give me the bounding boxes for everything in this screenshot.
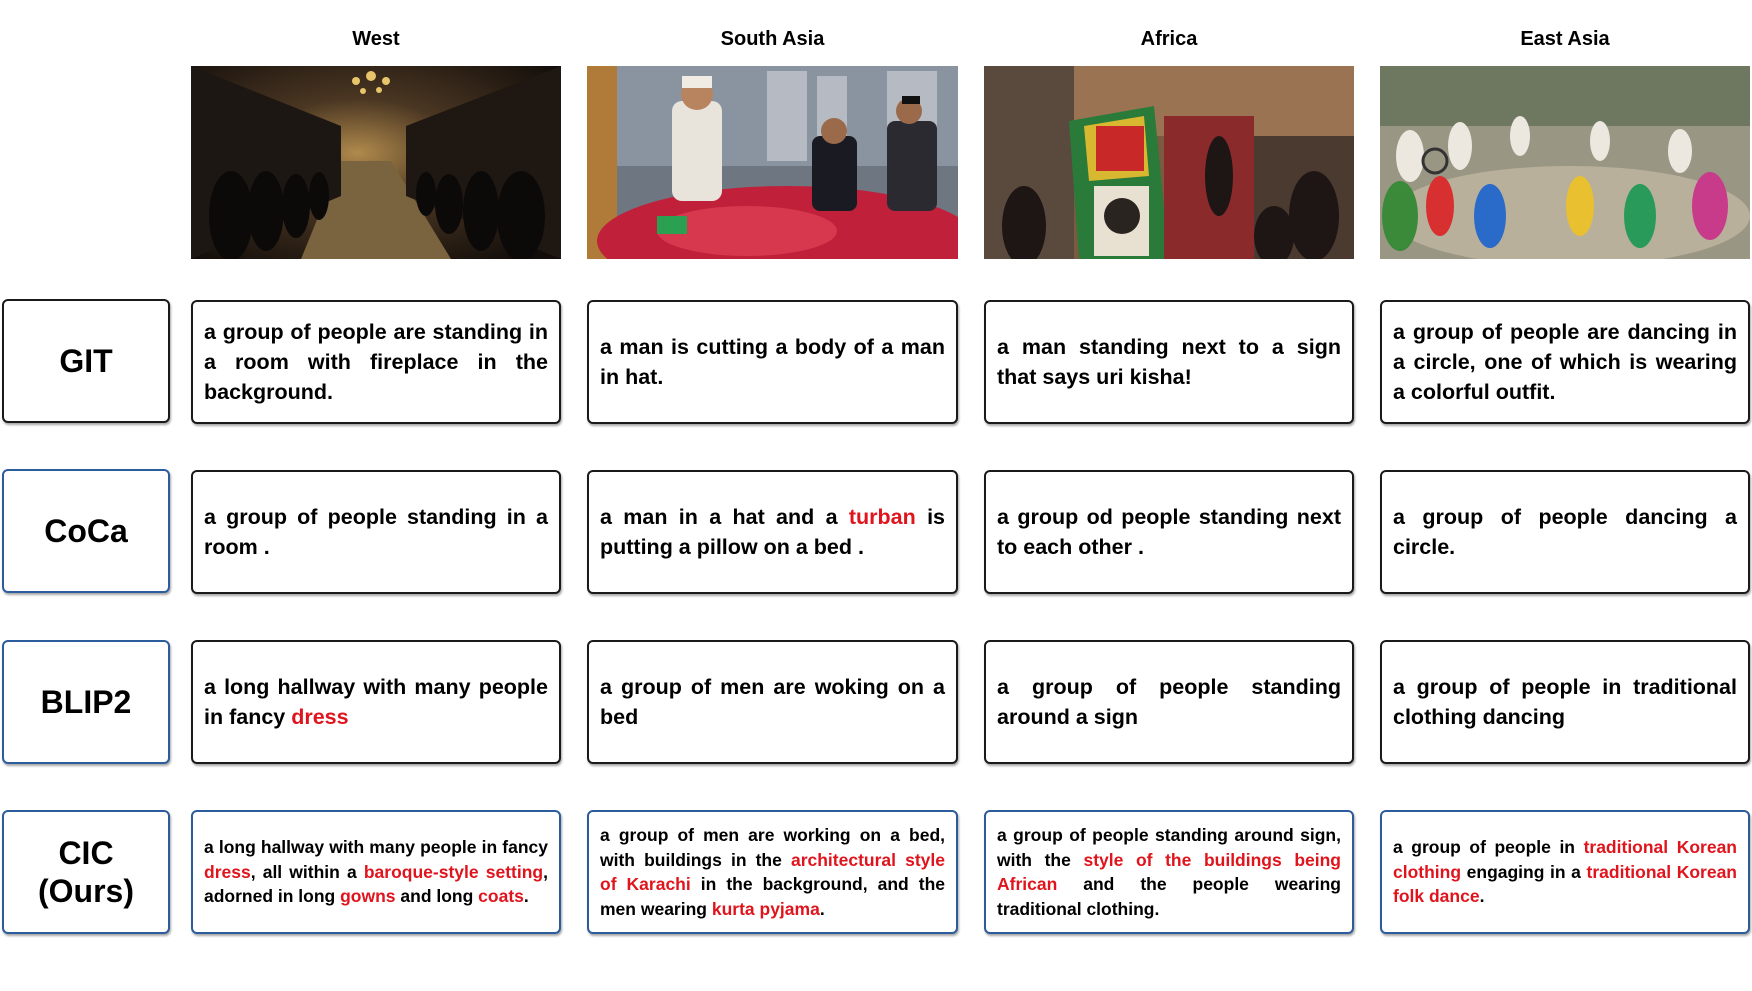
caption-segment: and long [395,886,479,907]
caption-segment: a man in a hat and a [600,505,849,529]
caption-text [204,672,548,732]
caption-segment: in the background, and the men wearing [600,874,945,919]
column-header-africa: Africa [1140,28,1198,50]
caption-segment: a group of people in traditional clothing dancing [1393,675,1737,729]
caption-segment: a group of people standing in a room . [204,505,548,559]
caption-text [204,317,548,407]
caption-segment: a group of people standing around a sign [997,675,1341,729]
caption-text [1393,672,1737,732]
caption-segment: a man standing next to a sign that says uri kisha! [997,335,1341,389]
south-asia-photo [587,66,958,259]
highlighted-phrase: dress [204,861,251,882]
caption-box-ours [1380,810,1750,934]
caption-segment: , adorned in long [204,861,548,907]
caption-text [1393,835,1737,909]
column-header-south-asia: South Asia [720,28,825,50]
caption-segment: . [523,886,529,907]
caption-segment: a group of people are dancing in a circle, one of which is wearing a colorful outfit. [1393,320,1737,404]
caption-box [1380,640,1750,764]
caption-box [587,640,958,764]
caption-segment: a group of men are woking on a bed [600,675,945,729]
caption-segment: . [1479,886,1485,907]
caption-segment: a group of people standing around sign, with the [997,825,1341,870]
highlighted-phrase: dress [291,705,349,729]
model-label-blip2: BLIP2 [2,640,170,764]
caption-text [997,332,1341,392]
caption-segment: is putting a pillow on a bed . [600,505,945,559]
highlighted-phrase: style of the buildings being African [997,849,1341,894]
caption-text [204,502,548,562]
east-asia-photo [1380,66,1750,259]
caption-box-ours [984,810,1354,934]
caption-text [600,672,945,732]
caption-box-ours [191,810,561,934]
caption-segment: and the people wearing traditional clothing. [997,874,1341,919]
caption-segment: a group od people standing next to each other . [997,505,1341,559]
model-label-cic-ours: CIC (Ours) [2,810,170,934]
caption-segment: , all within a [250,861,364,882]
caption-text [997,502,1341,562]
highlighted-phrase: traditional Korean folk dance [1393,861,1737,907]
highlighted-phrase: coats [478,886,524,907]
caption-text [600,332,945,392]
caption-segment: a group of men are working on a bed, with buildings in the [600,825,945,870]
highlighted-phrase: baroque-style setting [363,861,544,882]
column-header-west: West [352,28,400,50]
caption-box [191,300,561,424]
caption-text [1393,317,1737,407]
caption-text [204,835,548,909]
caption-box [984,300,1354,424]
highlighted-phrase: architectural style of Karachi [600,849,945,894]
caption-segment: a group of people dancing a circle. [1393,505,1737,559]
caption-box [1380,470,1750,594]
caption-text [1393,502,1737,562]
highlighted-phrase: kurta pyjama [711,898,820,919]
caption-segment: . [819,898,825,919]
caption-box [587,300,958,424]
highlighted-phrase: gowns [340,886,396,907]
caption-text [997,672,1341,732]
caption-box [191,470,561,594]
africa-photo [984,66,1354,259]
caption-box [191,640,561,764]
highlighted-phrase: turban [848,505,916,529]
caption-text [997,823,1341,921]
caption-box [984,640,1354,764]
caption-segment: a man is cutting a body of a man in hat. [600,335,945,389]
caption-box [587,470,958,594]
column-header-east-asia: East Asia [1520,28,1610,50]
caption-text [600,823,945,921]
caption-segment: a group of people are standing in a room with fireplace in the background. [204,320,548,404]
caption-segment: a group of people in [1393,837,1584,858]
caption-segment: a long hallway with many people in fancy [204,837,548,858]
caption-box-ours [587,810,958,934]
caption-segment: engaging in a [1461,861,1587,882]
model-label-git: GIT [2,299,170,423]
model-label-coca: CoCa [2,469,170,593]
caption-box [1380,300,1750,424]
caption-segment: a long hallway with many people in fancy [204,675,548,729]
west-photo [191,66,561,259]
caption-box [984,470,1354,594]
highlighted-phrase: traditional Korean clothing [1393,837,1737,882]
caption-text [600,502,945,562]
